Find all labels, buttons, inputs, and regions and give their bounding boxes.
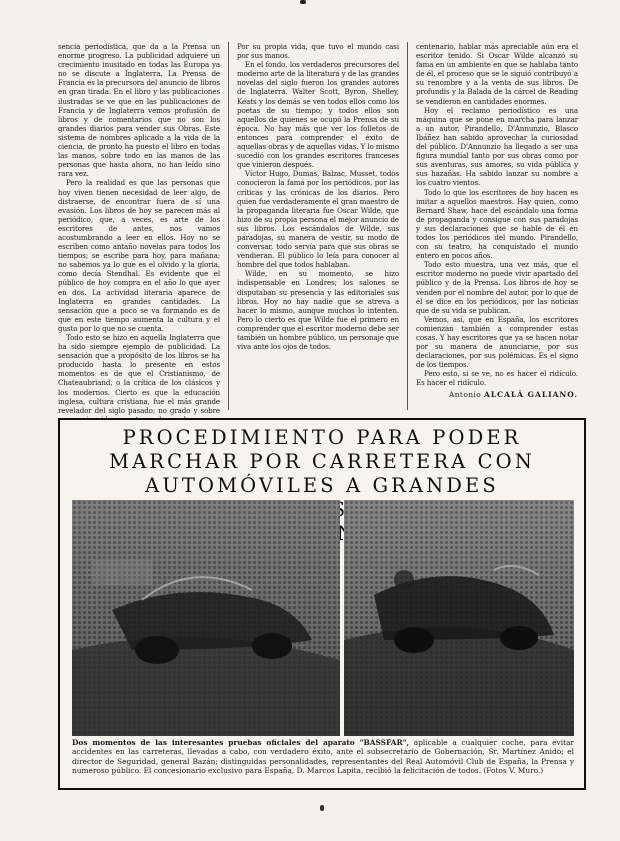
paragraph: centenario, hablar más apreciable aún era el escritor tenido. Si Oscar Wilde alcanzó su fama en un ambiente en que se hablaba tanto de él, el proceso que se le siguió contribuyó a su renombre y a la venta de sus libros. De profundis y la Balada de la cárcel de Reading se vendieron en cantidades enormes. bbox=[416, 42, 578, 106]
paragraph: Pero esto, si se ve, no es hacer el ridículo. Es hacer el ridículo. bbox=[416, 369, 578, 388]
print-mark bbox=[300, 0, 306, 4]
photo-image bbox=[72, 500, 340, 736]
caption-lead: Dos momentos de las interesantes pruebas oficiales del aparato "BASSFAR", bbox=[72, 738, 410, 747]
author-signature bbox=[416, 390, 578, 399]
photo-road-test-left bbox=[72, 500, 340, 736]
paragraph: sencia periodística, que da a la Prensa un enorme progreso. La publicidad adquiere un crecimiento inusitado en todas las Europa ya no se discute a Inglaterra. La Prensa de Francia es la precursora del anuncio de libros en gran tirada. En el libro y las publicaciones ilustradas se ve que en las publicaciones de Francia y de Inglaterra vemos profusión de libros y de comentarios que no son los grandes diarios para vender sus Obras. Este sistema de nombres aplicado a la vida de la ciencia, de pronto ha puesto el libro en todas las manos, sobre todo en las manos de las personas que hasta ahora, no han leído sino rara vez. bbox=[58, 42, 220, 179]
photo-image bbox=[344, 500, 574, 736]
article-column-3 bbox=[416, 42, 578, 410]
print-mark bbox=[320, 805, 324, 811]
paragraph: En el fondo, los verdaderos precursores del moderno arte de la literatura y de las grandes novelas del siglo fueron los grandes autores de Inglaterra. Walter Scott, Byron, Shelley, Keats y los demás se ven todos ellos como los poetas de su tiempo; y todos ellos son aquellos de quienes se ocupó la Prensa de su época. No hay más que ver los folletos de entonces para comprender el éxito de aquellas obras y de aquellas vidas. Y lo mismo sucedió con los grandes escritores franceses que vinieron después. bbox=[237, 60, 399, 170]
signature-name: ALCALÁ GALIANO. bbox=[484, 389, 578, 399]
article-columns bbox=[58, 42, 578, 415]
photo-feature-box bbox=[58, 418, 586, 790]
paragraph: Todo lo que los escritores de hoy hacen es imitar a aquellos maestros. Hay quien, como Bernard Shaw, hace del escándalo una forma de propaganda y consigue con sus paradojas y sus declaraciones que se hable de él en todos los periódicos del mundo. Pirandello, con su teatro, ha conquistado el mundo entero en pocos años. bbox=[416, 187, 578, 261]
feature-headline: PROCEDIMIENTO PARA PODER MARCHAR POR CARRETERA CON AUTOMÓVILES A GRANDES bbox=[109, 426, 535, 497]
article-column-2 bbox=[237, 42, 399, 410]
paragraph: Wilde, en su momento, se hizo indispensable en Londres; los salones se disputaban su presencia y las editoriales sus libros. Hoy no hay nadie que se atreva a hacer lo mismo, aunque muchos lo intenten. Pero lo cierto es que Wilde fue el primero en comprender que el escritor moderno debe ser también un hombre público, un personaje que viva ante los ojos de todos. bbox=[237, 269, 399, 352]
paragraph: Pero la realidad es que las personas que hoy viven tienen necesidad de leer algo, de distraerse, de encontrar fuera de sí una evasión. Los libros de hoy se parecen más al periódico, que, a veces, es arte de los escritores de antes, nos vamos acostumbrando a leer en ellos. Hoy no se escriben como antaño novelas para todos los tiempos; se escribe para hoy, para mañana; no sabemos ya lo que es el olvido y la gloria, como decía Stendhal. Es evidente que el público de hoy compra en el año lo que ayer en dos. La actividad literaria aparece de Inglaterra en grandes cantidades. La sensación que a poco se va formando es de que en este tiempo aumenta la cultura y el gusto por lo que no se cuenta. bbox=[58, 178, 220, 333]
paragraph: Vemos, así, que en España, los escritores comienzan también a comprender estas cosas. Y hay escritores que ya se hacen notar por su manera de anunciarse, por sus declaraciones, por sus polémicas. Es el signo de los tiempos. bbox=[416, 314, 578, 370]
photo-caption bbox=[72, 738, 574, 776]
paragraph: Todo esto muestra, una vez más, que el escritor moderno no puede vivir apartado del público y de la Prensa. Los libros de hoy se venden por el nombre del autor, por lo que de él se dice en los periódicos, por las noticias que de su vida se publican. bbox=[416, 260, 578, 315]
article-column-1 bbox=[58, 42, 220, 415]
column-divider bbox=[407, 42, 408, 410]
paragraph: Víctor Hugo, Dumas, Balzac, Musset, todos conocieron la fama por los periódicos, por las críticas y las crónicas de los diarios. Pero quien fue verdaderamente el gran maestro de la propaganda literaria fue Oscar Wilde, que hizo de su propia persona el mejor anuncio de sus libros. Los escándalos de Wilde, sus paradojas, su manera de vestir, su modo de conversar, todo servía para que sus obras se vendieran. El público lo leía para conocer al hombre del que todos hablaban. bbox=[237, 169, 399, 270]
paragraph: Hoy el reclamo periodístico es una máquina que se pone en marcha para lanzar a un autor. Pirandello, D'Annunzio, Blasco Ibáñez han sabido aprovechar la curiosidad del público. D'Annunzio ha llegado a ser una figura mundial tanto por sus obras como por sus aventuras, sus amores, su vida pública y sus hazañas. Ha sabido lanzar su nombre a los cuatro vientos. bbox=[416, 105, 578, 188]
caption-body: aplicable a cualquier coche, para evitar accidentes en las carreteras, llevadas a cabo, con verdadero éxito, ante el subsecretario de Gobernación, Sr. Martínez Anido; el director de Seguridad, general Bazán; distinguidas personalidades, representantes del Real Automóvil Club de España, la Prensa y numeroso público. El concesionario exclusivo para España, D. Marcos Lapita, recibió la felicitación de todos. (Fotos V. Muro.) bbox=[72, 738, 575, 776]
column-divider bbox=[228, 42, 229, 410]
paragraph: Todo esto se hizo en aquella Inglaterra que ha sido siempre ejemplo de publicidad. La sensación que a propósito de los libros se ha producido hasta lo presente en estos momentos es de que el Cristianismo, de Chateaubriand, o la crítica de los clásicos y los modernos. Cierto es que la educación inglesa, cultura cristiana, fue el más grande revelador del siglo pasado; no grado y sobre bbox=[58, 333, 220, 415]
signature-prefix: Antonio bbox=[448, 389, 482, 399]
paragraph: Por su propia vida, que tuvo el mundo casi por sus manos. bbox=[237, 42, 399, 61]
photo-road-test-right bbox=[344, 500, 574, 736]
